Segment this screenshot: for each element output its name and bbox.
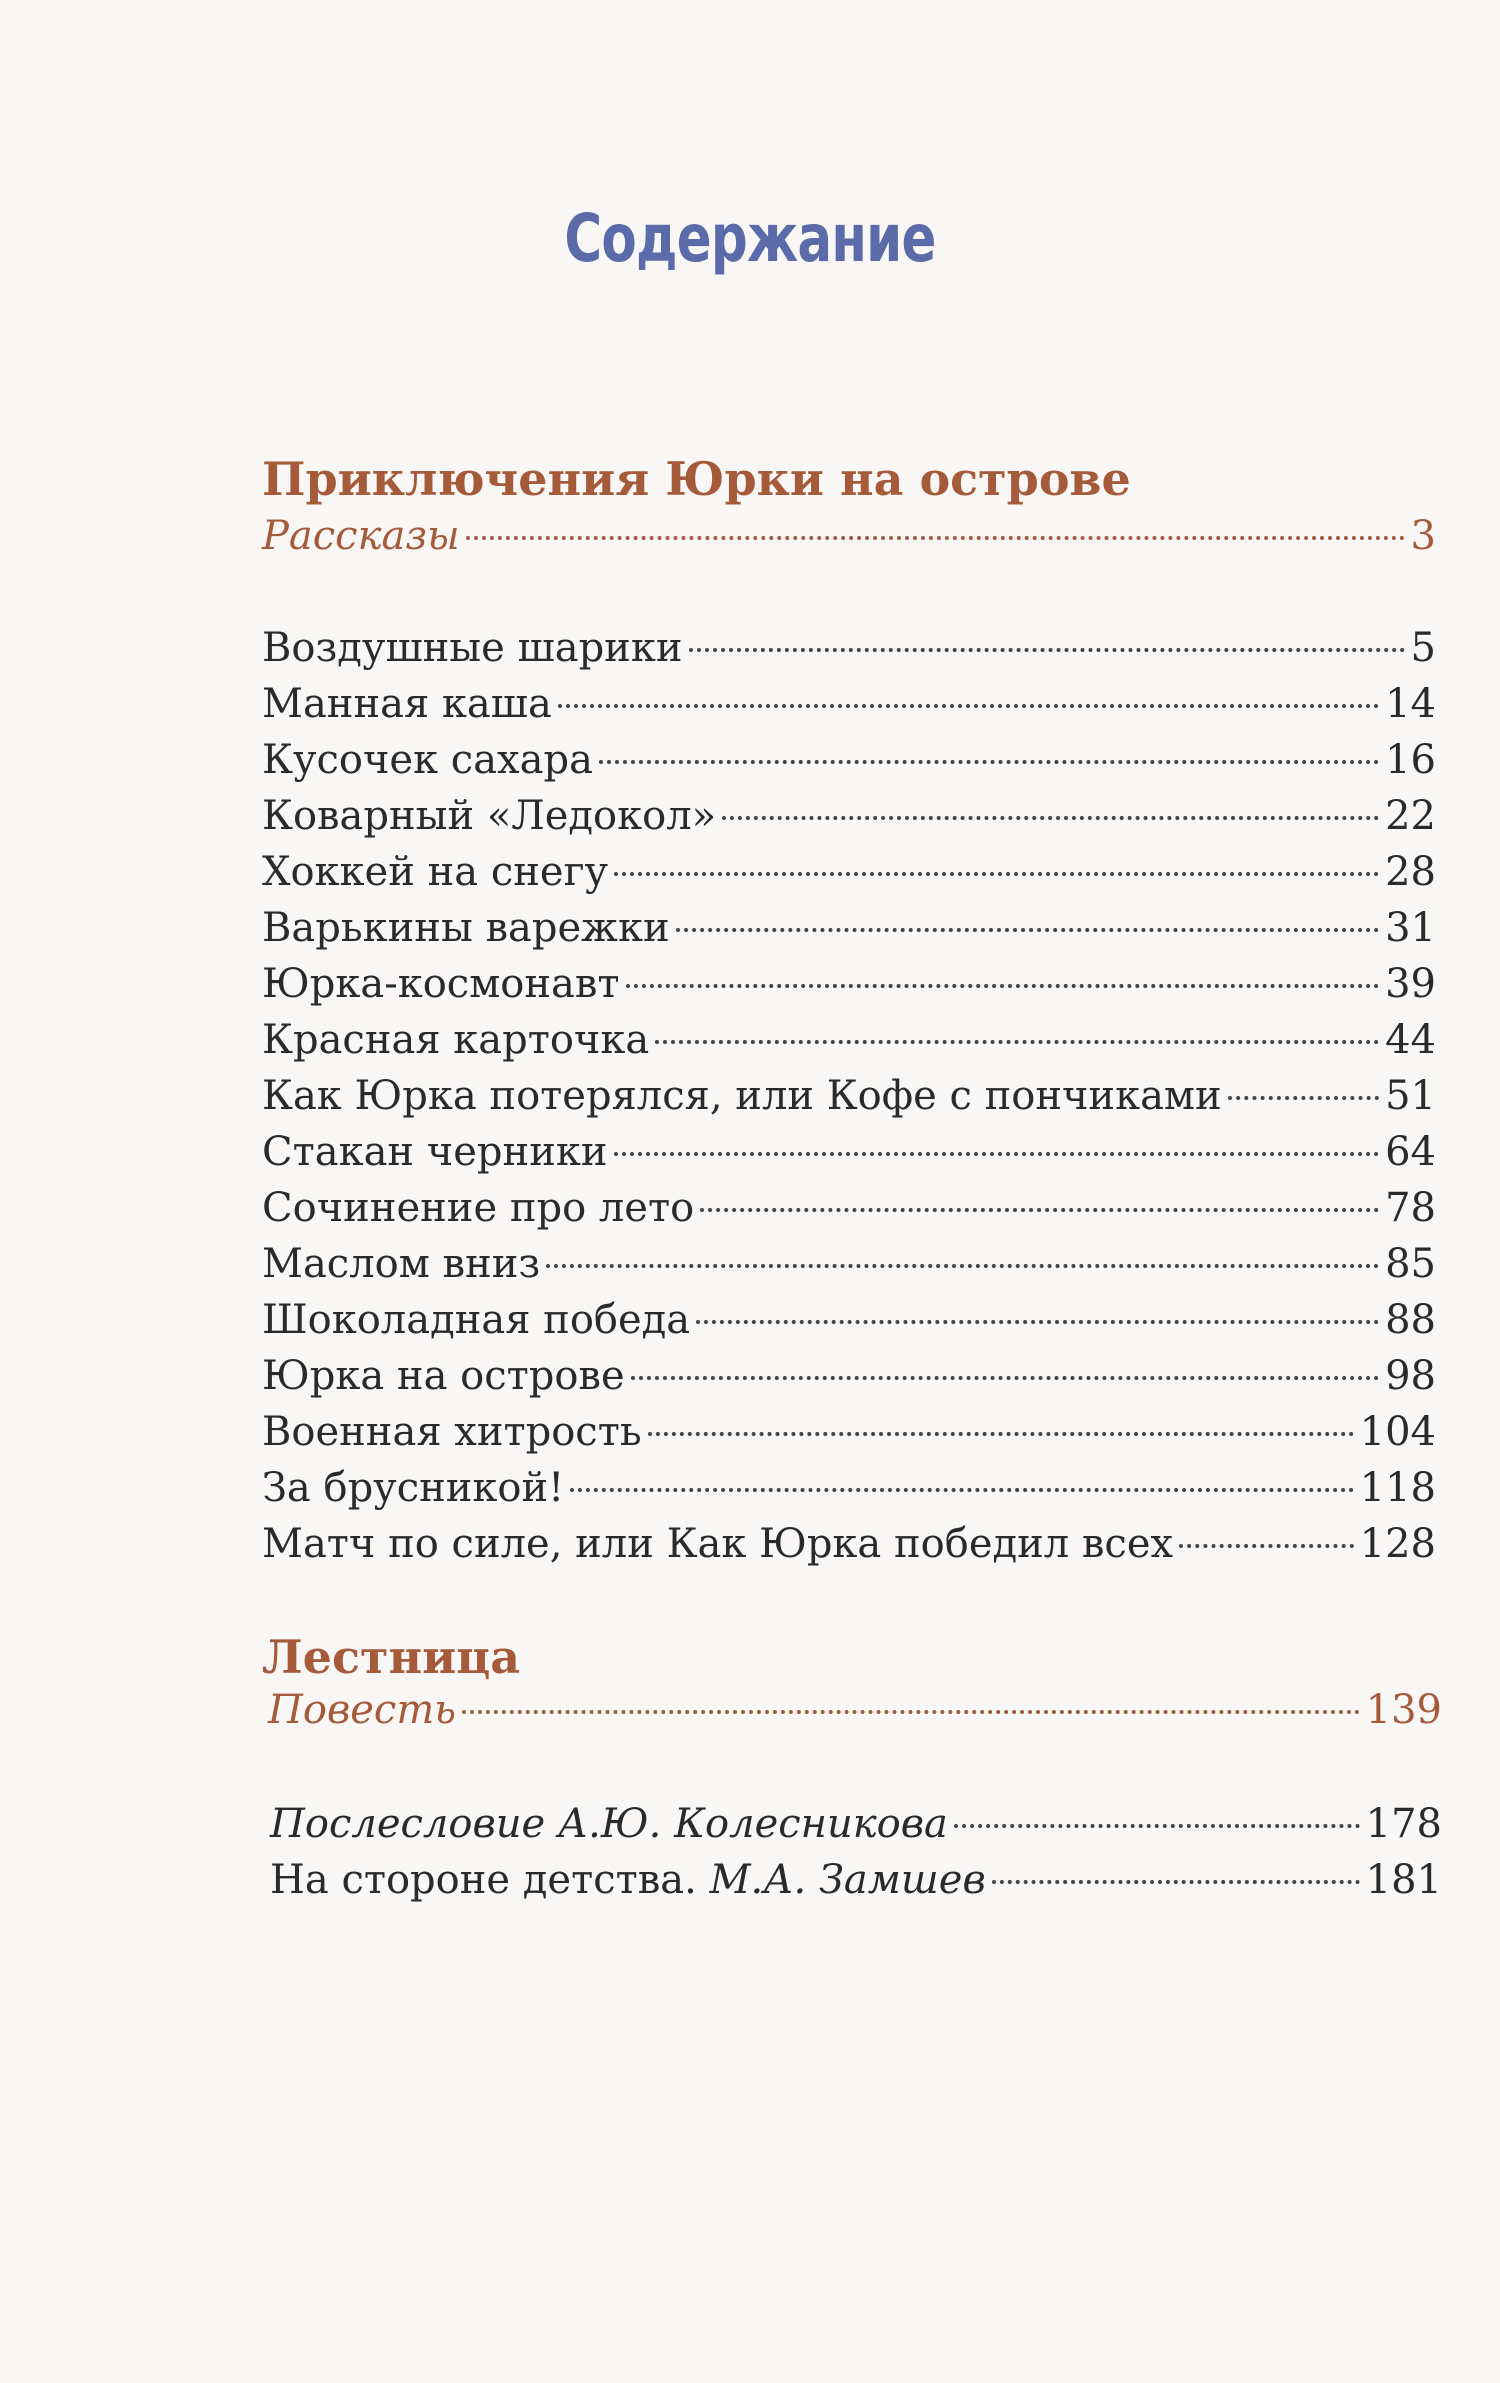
toc-entry-label: Стакан черники xyxy=(262,1129,608,1175)
dot-leader xyxy=(570,1488,1353,1492)
toc-entry[interactable] xyxy=(262,900,1436,956)
dot-leader xyxy=(722,816,1379,820)
toc-entry-page: 22 xyxy=(1385,793,1436,839)
toc-entry[interactable] xyxy=(262,1068,1436,1124)
toc-entry-label: Как Юрка потерялся, или Кофе с пончиками xyxy=(262,1073,1222,1119)
toc-entry-page: 5 xyxy=(1410,625,1436,671)
toc-entry[interactable] xyxy=(262,676,1436,732)
dot-leader xyxy=(689,648,1405,652)
toc-entry-label: Матч по силе, или Как Юрка победил всех xyxy=(262,1521,1174,1567)
toc-entry-label: Кусочек сахара xyxy=(262,737,593,783)
toc-entry[interactable] xyxy=(262,844,1436,900)
toc-entry-label: Варькины варежки xyxy=(262,905,670,951)
toc-entry-page: 51 xyxy=(1385,1073,1436,1119)
dot-leader xyxy=(558,704,1379,708)
toc-entry[interactable] xyxy=(262,1516,1436,1572)
dot-leader xyxy=(626,984,1380,988)
toc-entry-label: Сочинение про лето xyxy=(262,1185,695,1231)
dot-leader xyxy=(696,1320,1379,1324)
dot-leader xyxy=(1228,1096,1379,1100)
toc-entry-page: 88 xyxy=(1385,1297,1436,1343)
toc-entry-label: Маслом вниз xyxy=(262,1241,541,1287)
toc-entry-page: 181 xyxy=(1365,1857,1442,1903)
toc-entry-page: 128 xyxy=(1359,1521,1436,1567)
toc-entry-afterword[interactable] xyxy=(270,1796,1442,1852)
dot-leader xyxy=(614,872,1379,876)
toc-entry-page: 178 xyxy=(1365,1801,1442,1847)
dot-leader xyxy=(462,1710,1360,1714)
dot-leader xyxy=(954,1824,1360,1828)
toc-entry-label: Шоколадная победа xyxy=(262,1297,691,1343)
toc-entry[interactable] xyxy=(262,1012,1436,1068)
toc-entry[interactable] xyxy=(262,1292,1436,1348)
toc-entry-label: За брусникой! xyxy=(262,1465,565,1511)
toc-entry[interactable] xyxy=(262,1236,1436,1292)
dot-leader xyxy=(1179,1544,1354,1548)
toc-entry-essay[interactable] xyxy=(270,1852,1442,1908)
toc-entry-label: Военная хитрость xyxy=(262,1409,642,1455)
toc-entry-section2-subtitle[interactable] xyxy=(268,1682,1442,1738)
toc-entry-page: 3 xyxy=(1410,513,1436,559)
toc-entry[interactable] xyxy=(262,732,1436,788)
toc-entry-page: 64 xyxy=(1385,1129,1436,1175)
toc-entry-page: 31 xyxy=(1385,905,1436,951)
toc-entry[interactable] xyxy=(262,1460,1436,1516)
toc-entry[interactable] xyxy=(262,1124,1436,1180)
toc-entry[interactable] xyxy=(262,620,1436,676)
page-title: Содержание xyxy=(564,200,936,277)
dot-leader xyxy=(700,1208,1379,1212)
toc-entry-label: Манная каша xyxy=(262,681,552,727)
section-title-2: Лестница xyxy=(262,1630,521,1684)
toc-entry[interactable] xyxy=(262,788,1436,844)
toc-entry-page: 98 xyxy=(1385,1353,1436,1399)
toc-entry-label: Юрка-космонавт xyxy=(262,961,620,1007)
dot-leader xyxy=(676,928,1379,932)
toc-entry-label: Воздушные шарики xyxy=(262,625,683,671)
toc-entry-page: 39 xyxy=(1385,961,1436,1007)
dot-leader xyxy=(614,1152,1380,1156)
toc-entry-page: 28 xyxy=(1385,849,1436,895)
toc-entry-page: 85 xyxy=(1385,1241,1436,1287)
toc-entry[interactable] xyxy=(262,1180,1436,1236)
section-title-1: Приключения Юрки на острове xyxy=(262,452,1131,506)
dot-leader xyxy=(546,1264,1379,1268)
toc-entry-section1-subtitle[interactable] xyxy=(262,508,1436,564)
toc-entry-label: Юрка на острове xyxy=(262,1353,625,1399)
dot-leader xyxy=(631,1376,1379,1380)
toc-entry-page: 118 xyxy=(1359,1465,1436,1511)
toc-entry-label: Красная карточка xyxy=(262,1017,650,1063)
toc-entry-label xyxy=(270,1852,986,1908)
essay-title: На стороне детства. xyxy=(270,1857,697,1903)
toc-entry[interactable] xyxy=(262,1404,1436,1460)
toc-entry-page: 104 xyxy=(1359,1409,1436,1455)
toc-entry-page: 14 xyxy=(1385,681,1436,727)
toc-entry[interactable] xyxy=(262,1348,1436,1404)
toc-entry-label: Хоккей на снегу xyxy=(262,849,609,895)
toc-entry-page: 78 xyxy=(1385,1185,1436,1231)
toc-entry-page: 139 xyxy=(1365,1687,1442,1733)
toc-entry-label: Повесть xyxy=(268,1687,457,1733)
toc-entry-label: Рассказы xyxy=(262,513,460,559)
toc-entry-label: Коварный «Ледокол» xyxy=(262,793,717,839)
toc-entry-label: Послесловие А.Ю. Колесникова xyxy=(270,1801,948,1847)
dot-leader xyxy=(992,1880,1360,1884)
dot-leader xyxy=(466,536,1405,540)
dot-leader xyxy=(655,1040,1379,1044)
essay-author: М.А. Замшев xyxy=(709,1857,986,1903)
dot-leader xyxy=(599,760,1379,764)
toc-entry-page: 44 xyxy=(1385,1017,1436,1063)
toc-entry[interactable] xyxy=(262,956,1436,1012)
dot-leader xyxy=(648,1432,1354,1436)
toc-entry-page: 16 xyxy=(1385,737,1436,783)
